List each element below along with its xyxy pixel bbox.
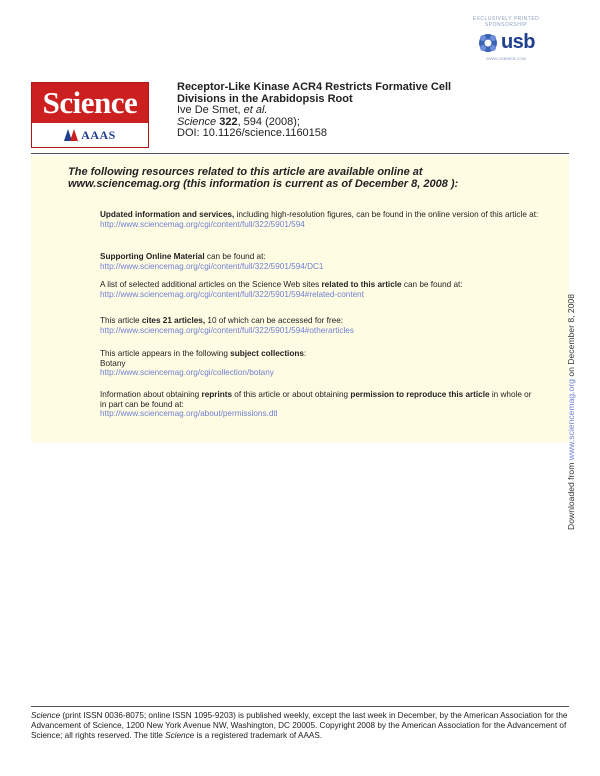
article-title-line1: Receptor-Like Kinase ACR4 Restricts Formative Cell (177, 81, 452, 93)
updated-link[interactable]: http://www.sciencemag.org/cgi/content/full/322/5901/594 (100, 219, 305, 229)
intro-line2: www.sciencemag.org (this information is current as of December 8, 2008 ): (68, 178, 459, 190)
author-etal: et al. (243, 104, 268, 116)
publication-footer (31, 706, 569, 740)
resource-cites (100, 316, 540, 335)
footer-text (31, 711, 569, 740)
aaas-mark (32, 123, 148, 147)
permissions-text1: Information about obtaining (100, 390, 202, 399)
aaas-icon (64, 129, 78, 141)
resource-subject (100, 349, 540, 378)
subject-text2: : (303, 349, 307, 358)
article-title-line2: Divisions in the Arabidopsis Root (177, 92, 353, 105)
aaas-text: AAAS (81, 127, 116, 142)
permissions-text3: in whole or in part can be found at: (100, 390, 532, 409)
usb-wordmark: usb (500, 31, 536, 53)
supporting-label: Supporting Online Material (100, 252, 205, 261)
subject-text1: This article appears in the following (100, 349, 231, 358)
cites-link[interactable]: http://www.sciencemag.org/cgi/content/full/322/5901/594#otherarticles (100, 325, 354, 335)
resource-supporting (100, 252, 540, 271)
related-text1: A list of selected additional articles on the Science Web sites (100, 280, 322, 289)
journal-volume: 322 (219, 115, 238, 128)
related-text2: can be found at: (401, 280, 463, 289)
footer-line1: (print ISSN 0036-8075; online ISSN 1095-9203) is published weekly, except the last week in December, by the American Association for the Advancement of Science, 1200 New York Avenue NW, Washington, DC 20005. Copyright 2008 by the American Association for the Advancement of Science; all rights reserved. The title (31, 711, 568, 740)
cites-text1: This article (100, 316, 142, 325)
header-divider (31, 153, 569, 154)
subject-collection: Botany (100, 358, 126, 368)
updated-label: Updated information and services, (100, 210, 235, 219)
sponsor-logo (458, 31, 554, 54)
cites-text2: 10 of which can be accessed for free: (205, 316, 344, 325)
updated-text: including high-resolution figures, can be found in the online version of this article at: (234, 210, 539, 219)
supporting-link[interactable]: http://www.sciencemag.org/cgi/content/full/322/5901/594/DC1 (100, 261, 324, 271)
sponsor-url: WWW.USBWEB.COM (486, 56, 526, 61)
footer-journal: Science (31, 711, 61, 720)
journal-name: Science (177, 115, 217, 128)
sponsor-block (458, 16, 554, 61)
subject-link[interactable]: http://www.sciencemag.org/cgi/collection/botany (100, 368, 274, 377)
science-wordmark: Science (32, 83, 148, 123)
sponsor-line1: EXCLUSIVELY PRINTED (472, 16, 540, 22)
footer-line2: is a registered trademark of AAAS. (194, 730, 323, 740)
download-suffix: on December 8, 2008 (566, 294, 576, 380)
resource-permissions (100, 390, 540, 419)
subject-label: subject collections (230, 349, 304, 358)
usb-globe-icon (477, 32, 499, 54)
permissions-label1: reprints (201, 390, 232, 399)
cites-label: cites 21 articles, (141, 316, 206, 325)
article-citation (177, 82, 451, 140)
download-site-link[interactable]: www.sciencemag.org (566, 379, 576, 461)
author-names: Ive De Smet, (177, 104, 241, 116)
resource-updated (100, 210, 540, 229)
permissions-text2: of this article or about obtaining (232, 390, 351, 399)
related-label: related to this article (321, 280, 402, 289)
download-note (566, 294, 576, 530)
article-authors (177, 105, 451, 117)
resource-related (100, 280, 540, 299)
article-doi: DOI: 10.1126/science.1160158 (177, 127, 328, 139)
permissions-label2: permission to reproduce this article (350, 390, 490, 399)
supporting-text: can be found at: (204, 252, 266, 261)
related-link[interactable]: http://www.sciencemag.org/cgi/content/full/322/5901/594#related-content (100, 289, 364, 299)
resources-intro (68, 166, 538, 190)
footer-journal2: Science (165, 730, 195, 740)
permissions-link[interactable]: http://www.sciencemag.org/about/permissions.dtl (100, 409, 278, 418)
download-prefix: Downloaded from (566, 460, 576, 530)
science-logo (31, 82, 149, 148)
sponsor-line2: SPONSORSHIP (484, 22, 528, 28)
journal-pages-year: , 594 (2008); (237, 115, 300, 128)
intro-line1: The following resources related to this article are available online at (68, 166, 423, 178)
